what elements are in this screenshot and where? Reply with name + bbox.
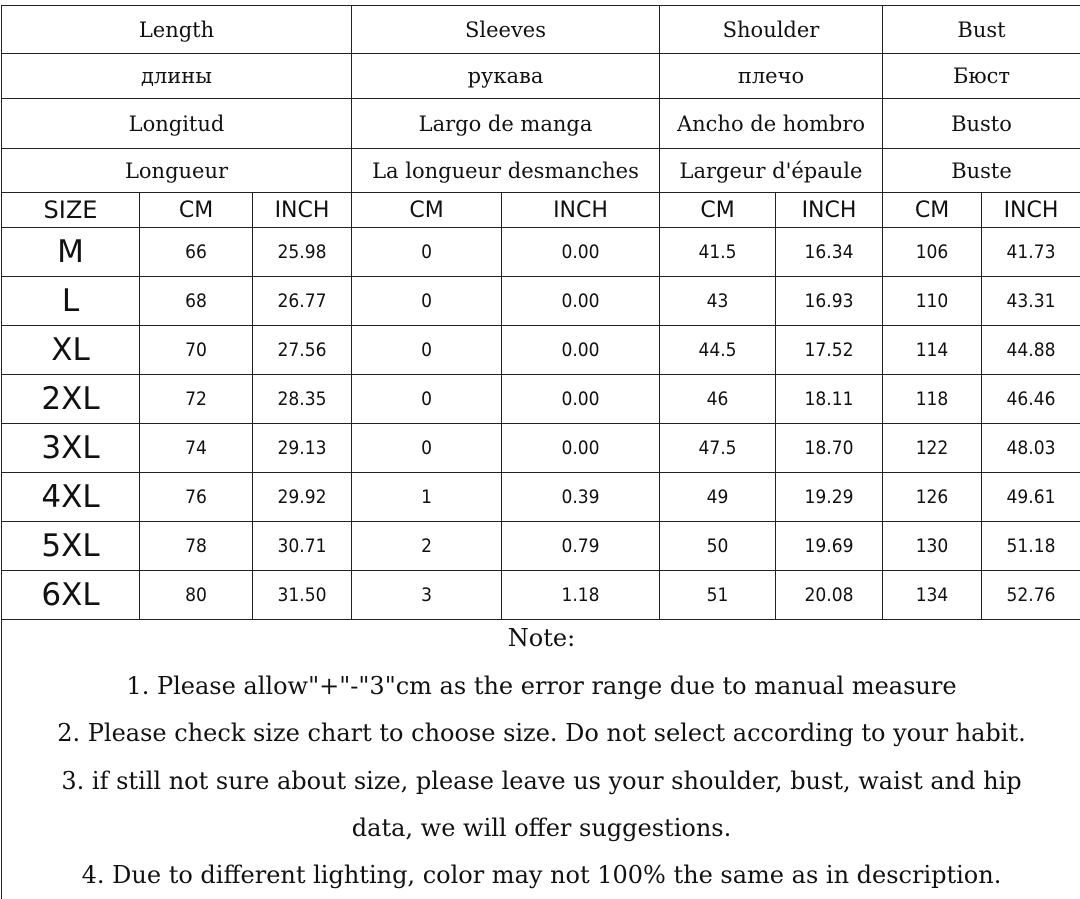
length-inch-cell: 30.71 [253,522,352,571]
length-cm-cell: 76 [140,473,253,522]
sleeves-cm-cell: 0 [352,228,502,277]
size-row [2,326,1080,375]
length-cm-cell: 74 [140,424,253,473]
sleeves-cm-cell: 0 [352,424,502,473]
shoulder-inch-label: INCH [776,193,883,228]
size-cell: XL [2,326,140,375]
header-bust-es: Busto [883,99,1080,149]
notes-title: Note: [507,624,576,652]
header-bust-fr: Buste [883,149,1080,193]
length-inch-cell: 29.92 [253,473,352,522]
header-shoulder-ru: плечо [660,54,883,99]
bust-inch-cell: 49.61 [982,473,1080,522]
size-cell: L [2,277,140,326]
sleeves-inch-cell: 0.00 [502,277,660,326]
length-cm-cell: 70 [140,326,253,375]
size-row [2,277,1080,326]
shoulder-cm-cell: 41.5 [660,228,776,277]
header-shoulder-es: Ancho de hombro [660,99,883,149]
shoulder-inch-cell: 19.29 [776,473,883,522]
shoulder-cm-cell: 47.5 [660,424,776,473]
size-row [2,424,1080,473]
length-inch-cell: 27.56 [253,326,352,375]
header-shoulder-fr: Largeur d'épaule [660,149,883,193]
length-cm-cell: 66 [140,228,253,277]
shoulder-inch-cell: 18.70 [776,424,883,473]
length-inch-cell: 28.35 [253,375,352,424]
bust-cm-cell: 126 [883,473,982,522]
sleeves-cm-label: CM [352,193,502,228]
size-row [2,522,1080,571]
length-cm-cell: 78 [140,522,253,571]
header-row-russian [2,54,1080,99]
size-row [2,473,1080,522]
header-length-ru: длины [2,54,352,99]
header-bust: Bust [883,6,1080,54]
length-cm-cell: 80 [140,571,253,620]
header-sleeves: Sleeves [352,6,660,54]
length-cm-cell: 68 [140,277,253,326]
length-inch-cell: 25.98 [253,228,352,277]
header-row-french [2,149,1080,193]
bust-inch-cell: 52.76 [982,571,1080,620]
shoulder-cm-cell: 50 [660,522,776,571]
sleeves-cm-cell: 0 [352,326,502,375]
shoulder-cm-cell: 43 [660,277,776,326]
length-inch-cell: 31.50 [253,571,352,620]
sleeves-cm-cell: 0 [352,277,502,326]
bust-cm-cell: 134 [883,571,982,620]
sleeves-inch-cell: 0.00 [502,375,660,424]
size-cell: 3XL [2,424,140,473]
note-line-3: 3. if still not sure about size, please leave us your shoulder, bust, waist and hip [61,767,1022,795]
bust-inch-cell: 51.18 [982,522,1080,571]
length-inch-cell: 26.77 [253,277,352,326]
header-length-es: Longitud [2,99,352,149]
bust-cm-cell: 114 [883,326,982,375]
bust-inch-cell: 41.73 [982,228,1080,277]
bust-cm-label: CM [883,193,982,228]
sleeves-inch-cell: 0.00 [502,228,660,277]
size-cell: 6XL [2,571,140,620]
bust-inch-cell: 48.03 [982,424,1080,473]
bust-cm-cell: 118 [883,375,982,424]
notes-section [1,617,1080,899]
shoulder-cm-cell: 44.5 [660,326,776,375]
sleeves-inch-label: INCH [502,193,660,228]
shoulder-inch-cell: 17.52 [776,326,883,375]
bust-inch-cell: 44.88 [982,326,1080,375]
size-chart-table [1,5,1080,620]
header-sleeves-ru: рукава [352,54,660,99]
length-inch-label: INCH [253,193,352,228]
bust-cm-cell: 110 [883,277,982,326]
sleeves-inch-cell: 0.00 [502,424,660,473]
bust-cm-cell: 122 [883,424,982,473]
note-line-4: 4. Due to different lighting, color may not 100% the same as in description. [81,861,1002,889]
size-cell: 2XL [2,375,140,424]
shoulder-cm-cell: 49 [660,473,776,522]
note-line-2: 2. Please check size chart to choose size. Do not select according to your habit. [57,719,1026,747]
bust-inch-cell: 46.46 [982,375,1080,424]
bust-inch-label: INCH [982,193,1080,228]
header-length: Length [2,6,352,54]
sleeves-inch-cell: 1.18 [502,571,660,620]
sleeves-cm-cell: 0 [352,375,502,424]
bust-cm-cell: 106 [883,228,982,277]
header-bust-ru: Бюст [883,54,1080,99]
size-row [2,228,1080,277]
header-row-spanish [2,99,1080,149]
shoulder-inch-cell: 18.11 [776,375,883,424]
header-row-english [2,6,1080,54]
header-sleeves-es: Largo de manga [352,99,660,149]
shoulder-inch-cell: 16.34 [776,228,883,277]
length-cm-label: CM [140,193,253,228]
size-cell: 4XL [2,473,140,522]
sleeves-inch-cell: 0.39 [502,473,660,522]
size-row [2,571,1080,620]
length-inch-cell: 29.13 [253,424,352,473]
sleeves-cm-cell: 1 [352,473,502,522]
bust-inch-cell: 43.31 [982,277,1080,326]
header-length-fr: Longueur [2,149,352,193]
shoulder-inch-cell: 19.69 [776,522,883,571]
header-shoulder: Shoulder [660,6,883,54]
size-cell: 5XL [2,522,140,571]
note-line-1: 1. Please allow"+"-"3"cm as the error range due to manual measure [126,672,957,700]
sleeves-inch-cell: 0.00 [502,326,660,375]
shoulder-cm-cell: 46 [660,375,776,424]
sleeves-inch-cell: 0.79 [502,522,660,571]
length-cm-cell: 72 [140,375,253,424]
sleeves-cm-cell: 2 [352,522,502,571]
shoulder-cm-cell: 51 [660,571,776,620]
bust-cm-cell: 130 [883,522,982,571]
header-sleeves-fr: La longueur desmanches [352,149,660,193]
shoulder-cm-label: CM [660,193,776,228]
size-column-label: SIZE [2,193,140,228]
shoulder-inch-cell: 20.08 [776,571,883,620]
note-line-3-continued: data, we will offer suggestions. [351,814,732,842]
units-row [2,193,1080,228]
sleeves-cm-cell: 3 [352,571,502,620]
shoulder-inch-cell: 16.93 [776,277,883,326]
size-cell: M [2,228,140,277]
size-row [2,375,1080,424]
